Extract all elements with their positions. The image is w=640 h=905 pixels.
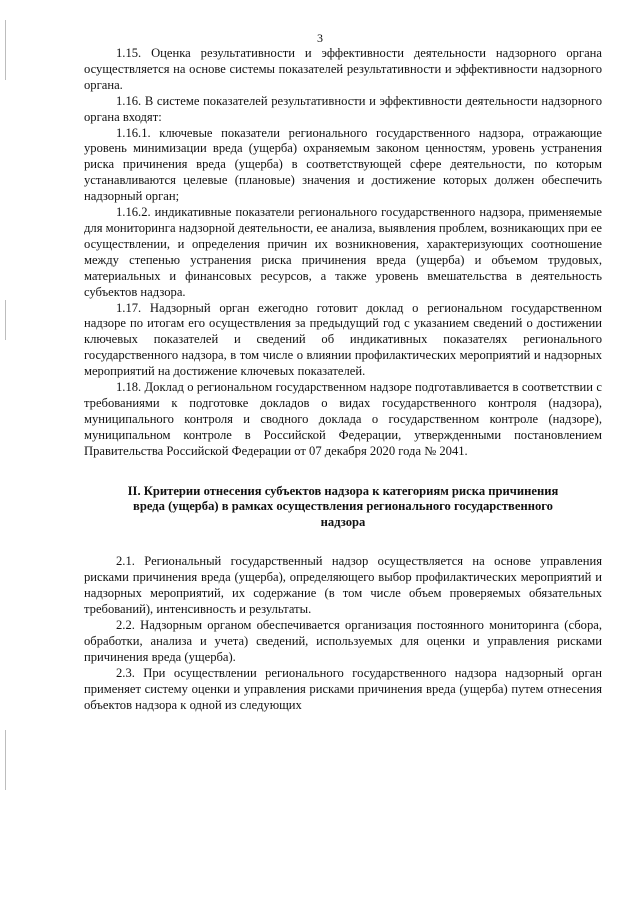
section-heading: II. Критерии отнесения субъектов надзора к категориям риска причинения вреда (ущерба) в рамках осуществления регионального государственного надзора <box>127 483 559 529</box>
paragraph-1-16-2: 1.16.2. индикативные показатели регионального государственного надзора, применяемые для мониторинга надзорной деятельности, ее анализа, выявления проблем, возникающих при ее осуществлении, и определения причин их возникновения, характеризующих соотношение между степенью устранения риска причинения вреда (ущерба) и объемом трудовых, материальных и финансовых ресурсов, а также уровень вмешательства в деятельность субъектов надзора. <box>84 205 603 299</box>
paragraph-1-16-1: 1.16.1. ключевые показатели регионального государственного надзора, отражающие уровень минимизации вреда (ущерба) охраняемым законом ценностям, уровень устранения риска причинения вреда (ущерба) в соответствующей сфере деятельности, по которым устанавливаются целевые (плановые) значения и достижение которых должен обеспечить надзорный орган; <box>84 125 602 204</box>
paragraph-1-17: 1.17. Надзорный орган ежегодно готовит доклад о региональном государственном надзоре по итогам его осуществления за предыдущий год с указанием сведений о достижении ключевых показателей и сведений об индикативных показателях регионального государственного надзора, в том числе о влиянии профилактических мероприятий и надзорных мероприятий на достижение ключевых показателей. <box>84 300 602 379</box>
paragraph-2-1: 2.1. Региональный государственный надзор осуществляется на основе управления рисками причинения вреда (ущерба), определяющего выбор профилактических мероприятий и надзорных мероприятий, их содержание (в том числе объем проверяемых обязательных требований), интенсивность и результаты. <box>84 554 602 617</box>
paragraph-2-3: 2.3. При осуществлении регионального государственного надзора надзорный орган применяет систему оценки и управления рисками причинения вреда (ущерба) путем отнесения объектов надзора к одной из следующих <box>84 665 602 712</box>
paragraph-1-18: 1.18. Доклад о региональном государственном надзоре подготавливается в соответствии с требованиями к подготовке докладов о видах государственного контроля (надзора), муниципального контроля и сводного доклада о государственном контроле (надзоре), муниципальном контроле в Российской Федерации, утвержденными постановлением Правительства Российской Федерации от 07 декабря 2020 года № 2041. <box>84 380 602 458</box>
paragraph-1-16: 1.16. В системе показателей результативности и эффективности деятельности надзорного органа входят: <box>84 93 602 124</box>
scan-edge-mark <box>5 730 6 790</box>
scan-edge-mark <box>5 20 6 80</box>
page-number: 3 <box>317 31 323 45</box>
paragraph-1-15: 1.15. Оценка результативности и эффективности деятельности надзорного органа осуществляется на основе системы показателей результативности и эффективности надзорного органа. <box>84 46 602 92</box>
document-body <box>84 46 602 713</box>
scan-edge-mark <box>5 300 6 340</box>
paragraph-2-2: 2.2. Надзорным органом обеспечивается организация постоянного мониторинга (сбора, обработки, анализа и учета) сведений, используемых для оценки и управления рисками причинения вреда (ущерба). <box>84 617 602 664</box>
